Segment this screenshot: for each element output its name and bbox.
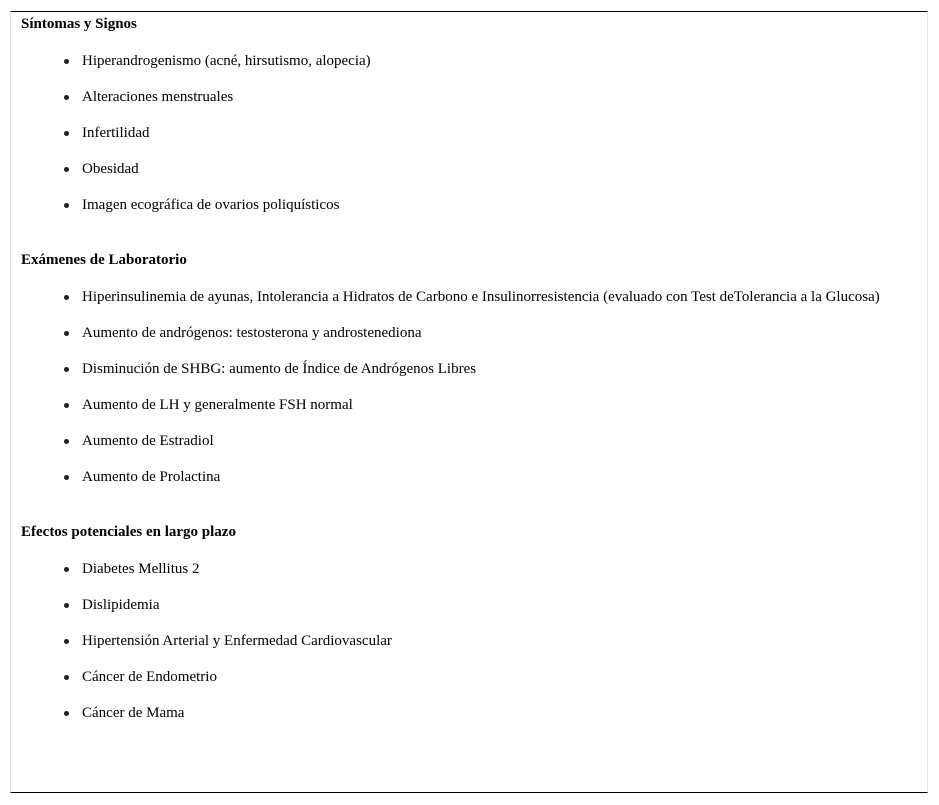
list-item-text: Cáncer de Endometrio [82, 669, 217, 685]
list-item-text: Infertilidad [82, 125, 150, 141]
list-item-text: Hiperandrogenismo (acné, hirsutismo, alopecia) [82, 53, 371, 69]
list-item-text: Hipertensión Arterial y Enfermedad Cardiovascular [82, 633, 392, 649]
list-item [21, 287, 881, 307]
list-item [21, 631, 881, 651]
list-item [21, 323, 881, 343]
list-item-text: Alteraciones menstruales [82, 89, 234, 105]
list-item [21, 667, 881, 687]
list-item [21, 467, 881, 487]
list-item-text: Hiperinsulinemia de ayunas, Intolerancia a Hidratos de Carbono e Insulinorresistencia (evaluado con Test deTolerancia a la Glucosa) [82, 289, 880, 305]
bullet-icon [64, 167, 69, 172]
list-item [21, 703, 881, 723]
list-item [21, 159, 881, 179]
list-item-text: Aumento de andrógenos: testosterona y androstenediona [82, 325, 422, 341]
bullet-icon [64, 567, 69, 572]
list-item [21, 431, 881, 451]
bullet-icon [64, 439, 69, 444]
section-heading: Síntomas y Signos [21, 16, 137, 32]
list-item-text: Obesidad [82, 161, 139, 177]
bullet-icon [64, 475, 69, 480]
bullet-icon [64, 403, 69, 408]
list-item-text: Aumento de LH y generalmente FSH normal [82, 397, 353, 413]
list-item-text: Aumento de Estradiol [82, 433, 214, 449]
list-item [21, 559, 881, 579]
bullet-icon [64, 95, 69, 100]
bullet-icon [64, 675, 69, 680]
list-item [21, 359, 881, 379]
section-list [21, 51, 881, 215]
list-item [21, 51, 881, 71]
bullet-icon [64, 331, 69, 336]
section-efectos-largo-plazo [21, 522, 881, 723]
list-item-text: Aumento de Prolactina [82, 469, 221, 485]
section-examenes-laboratorio [21, 250, 881, 487]
document-content [21, 14, 881, 723]
list-item [21, 595, 881, 615]
section-sintomas-signos [21, 14, 881, 215]
bullet-icon [64, 639, 69, 644]
bullet-icon [64, 711, 69, 716]
list-item [21, 123, 881, 143]
bullet-icon [64, 203, 69, 208]
bullet-icon [64, 295, 69, 300]
list-item-text: Dislipidemia [82, 597, 160, 613]
section-heading: Exámenes de Laboratorio [21, 252, 187, 268]
bullet-icon [64, 131, 69, 136]
list-item [21, 395, 881, 415]
list-item [21, 195, 881, 215]
bullet-icon [64, 603, 69, 608]
section-list [21, 287, 881, 487]
bullet-icon [64, 367, 69, 372]
list-item-text: Disminución de SHBG: aumento de Índice de Andrógenos Libres [82, 361, 477, 377]
list-item [21, 87, 881, 107]
section-list [21, 559, 881, 723]
list-item-text: Cáncer de Mama [82, 705, 185, 721]
list-item-text: Diabetes Mellitus 2 [82, 561, 200, 577]
bullet-icon [64, 59, 69, 64]
section-heading: Efectos potenciales en largo plazo [21, 524, 236, 540]
list-item-text: Imagen ecográfica de ovarios poliquísticos [82, 197, 340, 213]
